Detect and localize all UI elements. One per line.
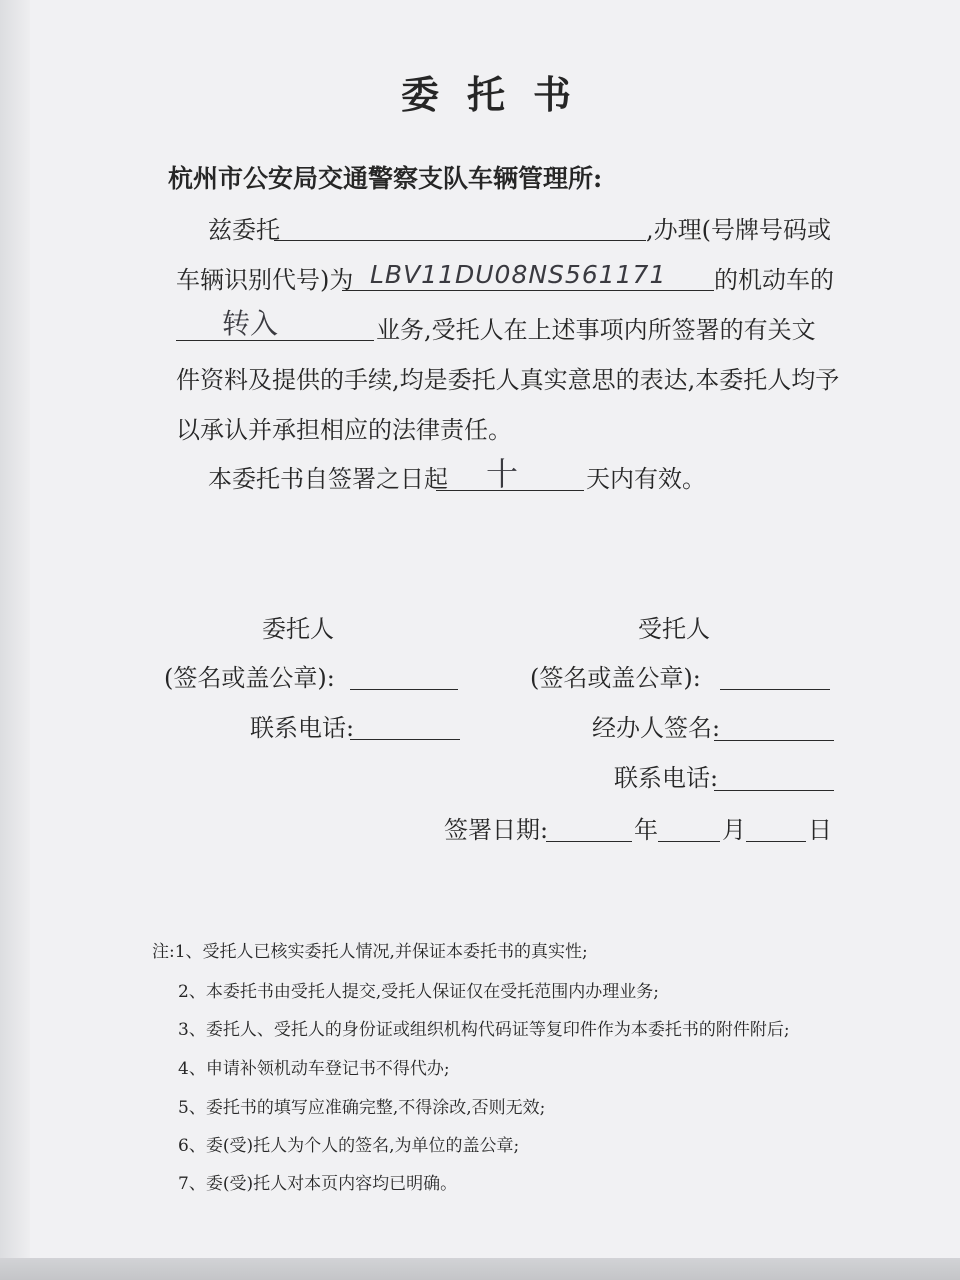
para-line1-end: ,办理(号牌号码或: [646, 216, 831, 244]
date-day-blank: [746, 841, 806, 842]
note-7: 7、委(受)托人对本页内容均已明确。: [178, 1174, 458, 1194]
para-line2-start: 车辆识别代号)为: [176, 266, 354, 294]
date-label: 签署日期:: [444, 816, 549, 844]
paper-left-edge: [0, 0, 30, 1280]
para-line3-end: 业务,受托人在上述事项内所签署的有关文: [376, 316, 816, 344]
principal-heading: 委托人: [262, 615, 334, 643]
business-blank: [176, 340, 374, 341]
document-title: 委托书: [400, 72, 599, 117]
agent-sign-label: (签名或盖公章):: [530, 664, 701, 692]
note-5: 5、委托书的填写应准确完整,不得涂改,否则无效;: [178, 1098, 546, 1118]
note-6: 6、委(受)托人为个人的签名,为单位的盖公章;: [178, 1136, 520, 1156]
para-line4: 件资料及提供的手续,均是委托人真实意思的表达,本委托人均予: [176, 366, 840, 394]
para-line1-start: 兹委托: [208, 216, 280, 244]
agent-phone-blank: [714, 790, 834, 791]
validity-start: 本委托书自签署之日起: [208, 465, 448, 493]
validity-end: 天内有效。: [586, 465, 706, 493]
note-1: 注:1、受托人已核实委托人情况,并保证本委托书的真实性;: [152, 942, 588, 962]
addressee: 杭州市公安局交通警察支队车辆管理所:: [168, 164, 603, 193]
date-year-unit: 年: [634, 816, 658, 844]
validity-days-handwritten: 十: [486, 455, 519, 493]
principal-phone-blank: [350, 739, 460, 740]
date-day-unit: 日: [808, 816, 832, 844]
principal-sign-label: (签名或盖公章):: [164, 664, 335, 692]
note-4: 4、申请补领机动车登记书不得代办;: [178, 1059, 450, 1079]
date-year-blank: [546, 841, 632, 842]
para-line5: 以承认并承担相应的法律责任。: [176, 416, 512, 444]
business-handwritten: 转入: [222, 307, 279, 340]
vin-handwritten: LBV11DU08NS561171: [370, 260, 667, 289]
note-2: 2、本委托书由受托人提交,受托人保证仅在受托范围内办理业务;: [178, 982, 659, 1002]
underlying-sheet-edge: [0, 1258, 960, 1280]
note-3: 3、委托人、受托人的身份证或组织机构代码证等复印件作为本委托书的附件附后;: [178, 1020, 790, 1040]
agent-heading: 受托人: [638, 615, 710, 643]
agent-sign-blank: [720, 689, 830, 690]
agent-phone-label: 联系电话:: [614, 764, 719, 792]
handler-sign-label: 经办人签名:: [592, 714, 721, 742]
para-line2-end: 的机动车的: [714, 266, 834, 294]
principal-name-blank: [274, 240, 646, 241]
date-month-unit: 月: [722, 816, 746, 844]
date-month-blank: [658, 841, 720, 842]
vin-blank: [342, 290, 714, 291]
handler-sign-blank: [714, 740, 834, 741]
principal-phone-label: 联系电话:: [250, 714, 355, 742]
principal-sign-blank: [350, 689, 458, 690]
